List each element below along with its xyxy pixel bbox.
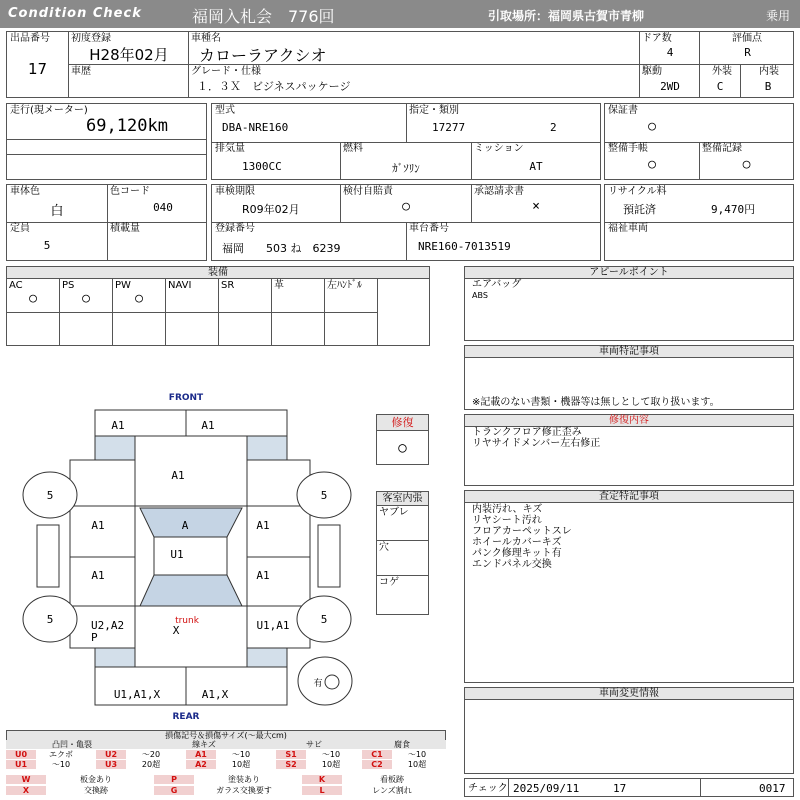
- plate-value: 福岡 503 ね 6239: [222, 242, 341, 255]
- documents-block: [604, 103, 794, 180]
- mark-trunk-lid: X: [172, 624, 180, 637]
- equip-ps-label: PS: [62, 280, 75, 291]
- approval-value: ×: [532, 199, 540, 214]
- warranty-label: 保証書: [608, 105, 638, 116]
- mark-rear-left: U1,A1,X: [113, 688, 161, 701]
- legend-group-rust: サビ: [270, 740, 358, 749]
- transmission-value: AT: [529, 160, 543, 173]
- repair-box-title: 修復: [377, 415, 428, 431]
- equip-leather-label: 革: [274, 280, 284, 291]
- color-code-value: 040: [153, 201, 173, 214]
- appeal-title: アピールポイント: [465, 267, 793, 279]
- legend-code: A1: [186, 750, 216, 759]
- doors-value: 4: [666, 46, 674, 59]
- cabin-box: [376, 491, 429, 615]
- equipment-title: 装備: [7, 267, 429, 279]
- grade-value: １．３Ｘ ビジネスパッケージ: [197, 80, 351, 93]
- manual-value: ○: [648, 157, 656, 172]
- equip-navi-label: NAVI: [168, 280, 192, 291]
- transmission-label: ミッション: [474, 143, 524, 154]
- grade-label: グレード・仕様: [191, 66, 261, 77]
- chassis-value: NRE160-7013519: [418, 240, 511, 253]
- repair-panel: [464, 414, 794, 486]
- auction-title: 福岡入札会 776回: [192, 7, 335, 26]
- drive-label: 駆動: [642, 66, 662, 77]
- equip-pw-value: ○: [135, 291, 143, 306]
- assess-line-3: フロアカーペットスレ: [472, 526, 572, 537]
- recycle-status: 預託済: [623, 203, 656, 216]
- approval-label: 承認請求書: [474, 186, 524, 197]
- roof-panel: [154, 537, 227, 575]
- legend-desc: 〜10: [51, 760, 71, 769]
- legend-code: P: [154, 775, 194, 784]
- mark-rear-right: A1,X: [201, 688, 229, 701]
- equip-ac-label: AC: [9, 280, 23, 291]
- fuel-label: 燃料: [343, 143, 363, 154]
- repair-line-1: トランクフロア修正歪み: [472, 427, 582, 438]
- check-label: チェック: [468, 783, 508, 794]
- category-number: 2: [550, 121, 557, 134]
- cabin-item-hole: 穴: [379, 542, 389, 553]
- history-label: 車歴: [71, 66, 91, 77]
- score-value: R: [744, 46, 751, 59]
- color-code-label: 色コード: [110, 186, 150, 197]
- equip-pw-label: PW: [115, 280, 131, 291]
- assess-line-5: パンク修理キット有: [472, 548, 562, 559]
- appeal-line-1: エアバッグ: [472, 279, 522, 290]
- first-reg-label: 初度登録: [71, 33, 111, 44]
- registration-block: [211, 184, 601, 261]
- legend-code: C2: [362, 760, 392, 769]
- legend-group-corrosion: 腐食: [358, 740, 446, 749]
- legend-title: 損傷記号＆損傷サイズ(〜最大cm): [6, 730, 446, 741]
- fuel-value: ｶﾞｿﾘﾝ: [392, 162, 420, 175]
- mark-tire-rl: 5: [46, 613, 54, 626]
- legend-code: C1: [362, 750, 392, 759]
- assess-line-1: 内装汚れ、キズ: [472, 504, 543, 515]
- cabin-item-tear: ヤブレ: [379, 507, 409, 518]
- recycle-fee: 9,470円: [711, 203, 756, 216]
- cabin-item-burn: コゲ: [379, 577, 399, 588]
- color-label: 車体色: [10, 186, 40, 197]
- special-notes-panel: [464, 345, 794, 410]
- check-footer: [464, 778, 794, 797]
- trunk-label: trunk: [175, 616, 199, 626]
- recycle-label: リサイクル料: [608, 186, 667, 197]
- mileage-label: 走行(現メーター): [10, 105, 88, 116]
- displacement-label: 排気量: [215, 143, 245, 154]
- manual-label: 整備手帳: [608, 143, 648, 154]
- interior-label: 内装: [759, 66, 779, 77]
- interior-value: B: [764, 80, 772, 93]
- windshield: [140, 508, 242, 537]
- pickup-location: 引取場所：福岡県古賀市青柳: [488, 9, 645, 23]
- repair-line-2: リヤサイドメンバー左右修正: [472, 438, 601, 449]
- car-diagram: [0, 385, 440, 725]
- chassis-label: 車台番号: [409, 223, 449, 234]
- load-label: 積載量: [110, 223, 140, 234]
- mark-rear-door-right: A1: [256, 569, 270, 582]
- legend-code: X: [6, 786, 46, 795]
- legend-desc: ガラス交換要す: [216, 786, 272, 795]
- mark-quarter-left: U2,A2 P: [91, 619, 125, 644]
- doors-label: ドア数: [642, 33, 672, 44]
- special-note: ※記載のない書類・機器等は無しとして取り扱います。: [472, 397, 720, 408]
- mark-hood: A1: [171, 469, 185, 482]
- welfare-label: 福祉車両: [608, 223, 648, 234]
- legend-code: A2: [186, 760, 216, 769]
- mark-front-right: A1: [201, 419, 215, 432]
- repair-box: [376, 414, 429, 465]
- rear-label: REAR: [172, 712, 200, 722]
- assess-line-2: リヤシート汚れ: [472, 515, 542, 526]
- hood-panel: [135, 436, 247, 506]
- check-code: 0017: [759, 782, 786, 795]
- legend-desc: 10超: [321, 760, 341, 769]
- legend-desc: 看板跡: [380, 775, 404, 784]
- check-number: 17: [613, 782, 627, 795]
- name-label: 車種名: [191, 33, 221, 44]
- service-value: ○: [742, 157, 751, 172]
- specs-block: [211, 103, 601, 180]
- change-title: 車両変更情報: [465, 688, 793, 700]
- legend-code: S1: [276, 750, 306, 759]
- vehicle-info-block: [6, 31, 794, 98]
- repair-title: 修復内容: [465, 415, 793, 427]
- special-title: 車両特記事項: [465, 346, 793, 358]
- front-label: FRONT: [168, 393, 204, 403]
- legend-desc: エクボ: [49, 750, 73, 759]
- warranty-value: ○: [648, 119, 656, 134]
- appeal-line-2: ABS: [472, 291, 488, 300]
- inspection-value: R09年02月: [242, 203, 300, 216]
- spare-mark: 有: [313, 679, 323, 689]
- legend-desc: 10超: [231, 760, 251, 769]
- header-bar: [0, 0, 800, 28]
- model-label: 型式: [215, 105, 235, 116]
- color-value: 白: [50, 204, 64, 219]
- legend-code: U2: [96, 750, 126, 759]
- drive-value: 2WD: [660, 80, 680, 93]
- first-reg-value: H28年02月: [89, 46, 169, 64]
- mark-roof: U1: [170, 548, 184, 561]
- appeal-panel: [464, 266, 794, 341]
- repair-box-value: ○: [398, 440, 407, 456]
- cabin-title: 客室内張: [377, 492, 428, 506]
- legend-desc: 〜10: [231, 750, 251, 759]
- legend-code: S2: [276, 760, 306, 769]
- vehicle-name: カローラアクシオ: [199, 46, 327, 65]
- legend-code: U0: [6, 750, 36, 759]
- service-label: 整備記録: [702, 143, 742, 154]
- legend-group-scratch: 線キズ: [138, 740, 270, 749]
- mileage-box: [6, 103, 207, 180]
- legend-code: K: [302, 775, 342, 784]
- designation-label: 指定・類別: [409, 105, 459, 116]
- equip-ac-value: ○: [29, 291, 37, 306]
- mark-windshield: A: [181, 519, 189, 532]
- legend-desc: 塗装あり: [228, 775, 260, 784]
- exterior-value: C: [716, 80, 724, 93]
- legend-desc: 10超: [407, 760, 427, 769]
- legend-code: U3: [96, 760, 126, 769]
- legend-desc: 交換跡: [84, 786, 108, 795]
- legend-desc: 板金あり: [80, 775, 112, 784]
- category-label: 乗用: [766, 9, 791, 23]
- legend-code: W: [6, 775, 46, 784]
- legend-code: U1: [6, 760, 36, 769]
- legend-group-dent: 凸凹・亀裂: [6, 740, 138, 749]
- equip-ps-value: ○: [82, 291, 90, 306]
- legend-code: L: [302, 786, 342, 795]
- lot-label: 出品番号: [10, 33, 50, 44]
- check-date: 2025/09/11: [513, 782, 580, 795]
- model-value: DBA-NRE160: [222, 121, 289, 134]
- compulsory-value: ○: [402, 199, 410, 214]
- mark-tire-fr: 5: [320, 489, 328, 502]
- color-block: [6, 184, 207, 261]
- assess-line-6: エンドパネル交換: [472, 559, 552, 570]
- rear-window: [140, 575, 242, 606]
- legend-code: G: [154, 786, 194, 795]
- capacity-value: 5: [43, 239, 51, 252]
- assess-line-4: ホイールカバーキズ: [472, 537, 562, 548]
- lot-number: 17: [27, 60, 48, 78]
- legend-desc: レンズ割れ: [372, 786, 412, 795]
- mileage-value: 69,120km: [86, 116, 168, 136]
- compulsory-label: 検付自賠責: [343, 186, 393, 197]
- mark-tire-rr: 5: [320, 613, 328, 626]
- mark-tire-fl: 5: [46, 489, 54, 502]
- mark-quarter-right: U1,A1: [256, 619, 290, 632]
- capacity-label: 定員: [10, 223, 30, 234]
- assessment-panel: [464, 490, 794, 683]
- legend-desc: 〜10: [407, 750, 427, 759]
- score-label: 評価点: [732, 33, 762, 44]
- designation-value: 17277: [432, 121, 466, 134]
- plate-label: 登録番号: [215, 223, 255, 234]
- mark-rear-door-left: A1: [91, 569, 105, 582]
- displacement-value: 1300CC: [242, 160, 282, 173]
- legend-desc: 〜10: [321, 750, 341, 759]
- exterior-label: 外装: [712, 66, 732, 77]
- equip-lhd-label: 左ﾊﾝﾄﾞﾙ: [327, 280, 362, 291]
- vehicle-change-panel: [464, 687, 794, 774]
- brand-title: Condition Check: [8, 6, 142, 21]
- inspection-label: 車検期限: [215, 186, 255, 197]
- left-door-handle: [37, 525, 59, 587]
- mark-fender-left: A1: [91, 519, 105, 532]
- right-door-handle: [318, 525, 340, 587]
- recycle-block: [604, 184, 794, 261]
- legend-desc: 〜20: [141, 750, 161, 759]
- legend-desc: 20超: [141, 760, 161, 769]
- legend-block: [6, 730, 446, 798]
- assess-title: 査定特記事項: [465, 491, 793, 503]
- equip-sr-label: SR: [221, 280, 235, 291]
- equipment-table: [6, 266, 430, 346]
- mark-front-left: A1: [111, 419, 125, 432]
- mark-fender-right: A1: [256, 519, 270, 532]
